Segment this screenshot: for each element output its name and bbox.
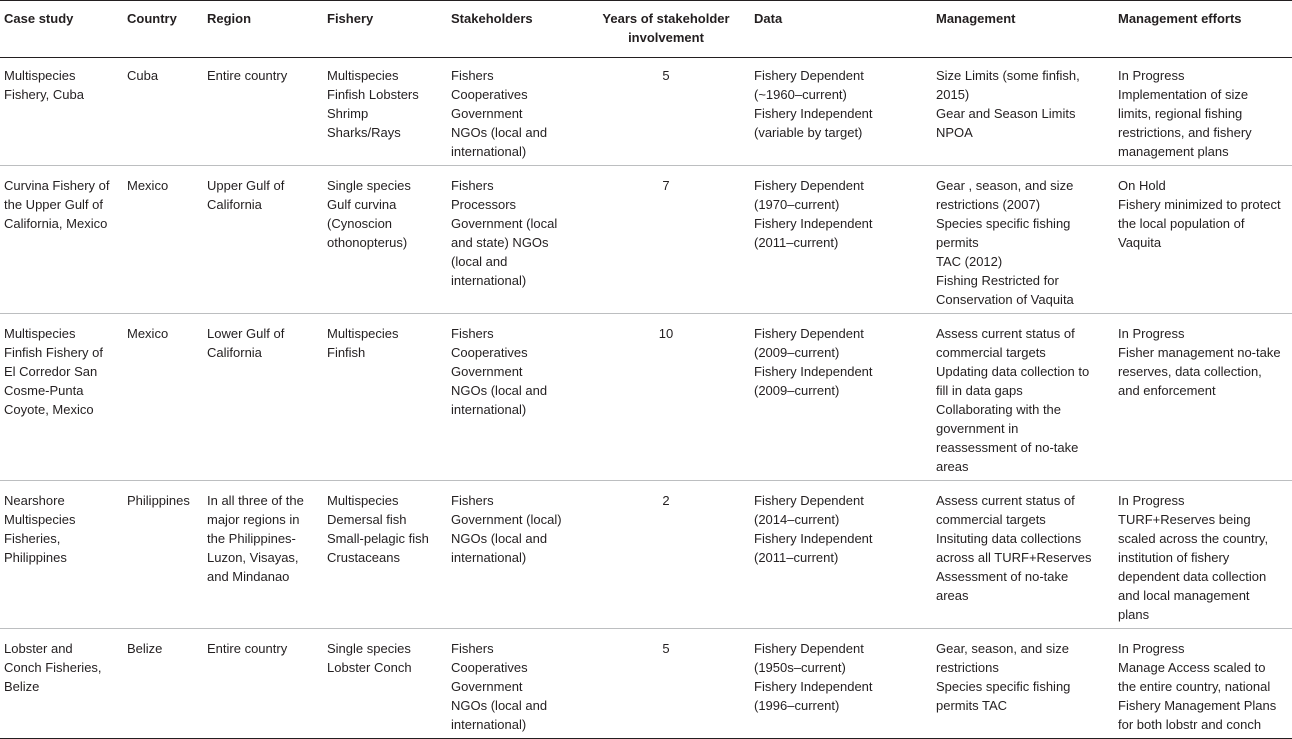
cell-management-efforts: In Progress Manage Access scaled to the entire country, national Fishery Management Plans for both lobstr and conch <box>1114 629 1292 739</box>
cell-stakeholders: Fishers Cooperatives Government NGOs (local and international) <box>451 68 548 159</box>
cell-fishery: Single species Gulf curvina (Cynoscion othonopterus) <box>323 166 447 314</box>
header-country: Country <box>123 1 203 58</box>
cell-fishery: Multispecies Demersal fish Small-pelagic fish Crustaceans <box>323 481 447 629</box>
cell-case-study: Multispecies Finfish Fishery of El Corredor San Cosme-Punta Coyote, Mexico <box>0 314 123 481</box>
cell-fishery: Single species Lobster Conch <box>323 629 447 739</box>
header-years-involvement: Years of stakeholder involvement <box>582 1 750 58</box>
cell-region: Upper Gulf of California <box>203 166 323 314</box>
cell-data: Fishery Dependent (1970–current) Fishery Independent (2011–current) <box>750 166 932 314</box>
cell-region: In all three of the major regions in the Philippines- Luzon, Visayas, and Mindanao <box>203 481 323 629</box>
cell-country: Cuba <box>127 68 159 83</box>
cell-years: 5 <box>582 629 750 739</box>
cell-fishery: Multispecies Finfish <box>323 314 447 481</box>
cell-fishery: Multispecies Finfish Lobsters Shrimp Sharks/Rays <box>327 68 419 140</box>
cell-country: Belize <box>123 629 203 739</box>
cell-management-efforts: On Hold Fishery minimized to protect the local population of Vaquita <box>1114 166 1292 314</box>
cell-region: Entire country <box>207 68 288 83</box>
cell-management: Gear , season, and size restrictions (2007) Species specific fishing permits TAC (2012) Fishing Restricted for Conservation of Vaquita <box>932 166 1114 314</box>
cell-stakeholders: Fishers Processors Government (local and state) NGOs (local and international) <box>447 166 582 314</box>
cell-case-study: Curvina Fishery of the Upper Gulf of California, Mexico <box>0 166 123 314</box>
cell-management-efforts: In Progress TURF+Reserves being scaled across the country, institution of fishery dependent data collection and local management plans <box>1114 481 1292 629</box>
cell-stakeholders: Fishers Government (local) NGOs (local and international) <box>447 481 582 629</box>
cell-management-efforts: In Progress Implementation of size limits, regional fishing restrictions, and fishery management plans <box>1118 68 1252 159</box>
cell-region: Entire country <box>203 629 323 739</box>
cell-data: Fishery Dependent (1950s–current) Fishery Independent (1996–current) <box>750 629 932 739</box>
header-region: Region <box>203 1 323 58</box>
cell-years: 10 <box>582 314 750 481</box>
cell-stakeholders: Fishers Cooperatives Government NGOs (local and international) <box>447 314 582 481</box>
cell-management: Size Limits (some finfish, 2015) Gear and Season Limits NPOA <box>936 68 1080 140</box>
header-data: Data <box>750 1 932 58</box>
cell-country: Mexico <box>123 314 203 481</box>
cell-data: Fishery Dependent (~1960–current) Fishery Independent (variable by target) <box>754 68 873 140</box>
table-row <box>0 481 1292 629</box>
cell-management-efforts: In Progress Fisher management no-take reserves, data collection, and enforcement <box>1114 314 1292 481</box>
header-case-study: Case study <box>0 1 123 58</box>
cell-region: Lower Gulf of California <box>203 314 323 481</box>
table-row <box>0 629 1292 739</box>
cell-years: 7 <box>582 166 750 314</box>
table-row <box>0 314 1292 481</box>
header-management-efforts: Management efforts <box>1114 1 1292 58</box>
cell-years: 5 <box>662 68 670 83</box>
table-row <box>0 166 1292 314</box>
cell-stakeholders: Fishers Cooperatives Government NGOs (local and international) <box>447 629 582 739</box>
cell-data: Fishery Dependent (2009–current) Fishery Independent (2009–current) <box>750 314 932 481</box>
cell-country: Mexico <box>123 166 203 314</box>
header-row <box>0 1 1292 58</box>
cell-country: Philippines <box>123 481 203 629</box>
cell-years: 2 <box>582 481 750 629</box>
table-row <box>0 58 1292 166</box>
header-management: Management <box>932 1 1114 58</box>
cell-data: Fishery Dependent (2014–current) Fishery Independent (2011–current) <box>750 481 932 629</box>
cell-management: Assess current status of commercial targets Insituting data collections across all TURF+Reserves Assessment of no-take areas <box>932 481 1114 629</box>
header-stakeholders: Stakeholders <box>447 1 582 58</box>
header-fishery: Fishery <box>323 1 447 58</box>
cell-case-study: Multispecies Fishery, Cuba <box>4 68 84 102</box>
cell-management: Gear, season, and size restrictions Species specific fishing permits TAC <box>932 629 1114 739</box>
cell-management: Assess current status of commercial targets Updating data collection to fill in data gaps Collaborating with the government in reassessment of no-take areas <box>932 314 1114 481</box>
cell-case-study: Nearshore Multispecies Fisheries, Philippines <box>0 481 123 629</box>
cell-case-study: Lobster and Conch Fisheries, Belize <box>0 629 123 739</box>
